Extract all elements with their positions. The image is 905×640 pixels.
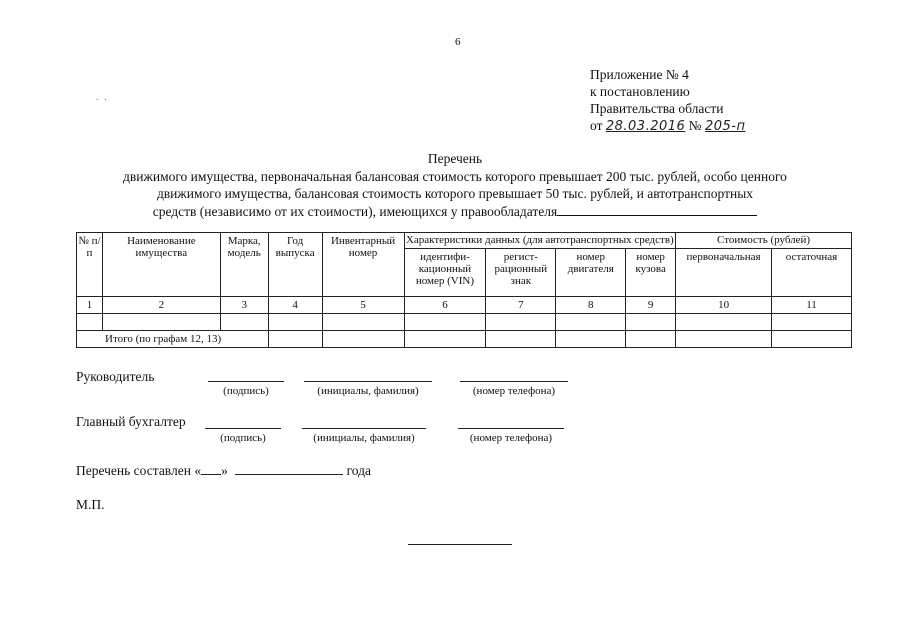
column-number-row xyxy=(77,297,852,314)
compiled-prefix: Перечень составлен « xyxy=(76,463,202,478)
title-line-3-text: средств (независимо от их стоимости), имеющихся у правообладателя xyxy=(152,203,558,219)
appendix-line-1: Приложение № 4 xyxy=(590,67,689,82)
head-phone-line xyxy=(460,381,568,382)
edge-marks: .. xyxy=(96,92,113,102)
compiled-mid: » xyxy=(221,463,228,478)
handwritten-date: 28.03.2016 xyxy=(605,119,686,134)
header-name: Наименование имущества xyxy=(102,233,220,297)
appendix-header xyxy=(590,66,745,135)
property-table xyxy=(76,232,852,348)
head-label: Руководитель xyxy=(76,369,155,384)
header-engine: номер двигателя xyxy=(556,249,626,297)
col-number: 8 xyxy=(556,297,626,314)
header-brand: Марка, модель xyxy=(220,233,268,297)
date-prefix: от xyxy=(590,118,603,133)
title-heading: Перечень xyxy=(427,151,483,166)
title-line-3 xyxy=(80,203,830,221)
header-inventory: Инвентарный номер xyxy=(322,233,404,297)
header-characteristics: Характеристики данных (для автотранспортных средств) xyxy=(404,233,676,249)
total-row xyxy=(77,331,852,348)
col-number: 4 xyxy=(268,297,322,314)
header-cost: Стоимость (рублей) xyxy=(676,233,852,249)
empty-data-row xyxy=(77,314,852,331)
title-line-1: движимого имущества, первоначальная балансовая стоимость которого превышает 200 тыс. рублей, особо ценного xyxy=(123,168,787,184)
col-number: 2 xyxy=(102,297,220,314)
caption-phone: (номер телефона) xyxy=(469,432,553,444)
appendix-line-2: к постановлению xyxy=(590,84,690,99)
document-title xyxy=(80,150,830,220)
compiled-suffix: года xyxy=(346,463,372,478)
number-sign: № xyxy=(688,118,702,133)
head-signature-line xyxy=(208,381,284,382)
bottom-divider xyxy=(408,544,512,545)
header-cost-initial: первоначальная xyxy=(676,249,772,297)
head-name-line xyxy=(304,381,432,382)
caption-signature: (подпись) xyxy=(223,385,269,397)
col-number: 1 xyxy=(77,297,103,314)
col-number: 9 xyxy=(626,297,676,314)
col-number: 3 xyxy=(220,297,268,314)
header-num: № п/п xyxy=(77,233,103,297)
owner-fill-line xyxy=(557,204,757,216)
compiled-day-line xyxy=(201,464,221,475)
accountant-signature-line xyxy=(205,428,281,429)
page-number: 6 xyxy=(455,36,461,48)
appendix-date-line xyxy=(590,117,745,135)
header-vin: идентифи-кационный номер (VIN) xyxy=(404,249,486,297)
header-year: Год выпуска xyxy=(268,233,322,297)
compiled-month-line xyxy=(235,464,343,475)
handwritten-number: 205-п xyxy=(704,119,746,134)
compiled-line xyxy=(76,463,371,479)
col-number: 10 xyxy=(676,297,772,314)
col-number: 11 xyxy=(772,297,852,314)
col-number: 7 xyxy=(486,297,556,314)
caption-name: (инициалы, фамилия) xyxy=(317,385,419,397)
accountant-label: Главный бухгалтер xyxy=(76,414,186,429)
stamp-label: М.П. xyxy=(76,497,105,512)
header-body: номер кузова xyxy=(626,249,676,297)
appendix-line-3: Правительства области xyxy=(590,101,724,116)
header-cost-residual: остаточная xyxy=(772,249,852,297)
col-number: 5 xyxy=(322,297,404,314)
header-reg: регист-рационный знак xyxy=(486,249,556,297)
accountant-name-line xyxy=(302,428,426,429)
caption-name: (инициалы, фамилия) xyxy=(313,432,415,444)
total-label: Итого (по графам 12, 13) xyxy=(77,331,269,348)
col-number: 6 xyxy=(404,297,486,314)
caption-signature: (подпись) xyxy=(220,432,266,444)
caption-phone: (номер телефона) xyxy=(472,385,556,397)
accountant-phone-line xyxy=(458,428,564,429)
title-line-2: движимого имущества, балансовая стоимость которого превышает 50 тыс. рублей, и автотранспортных xyxy=(156,186,754,201)
